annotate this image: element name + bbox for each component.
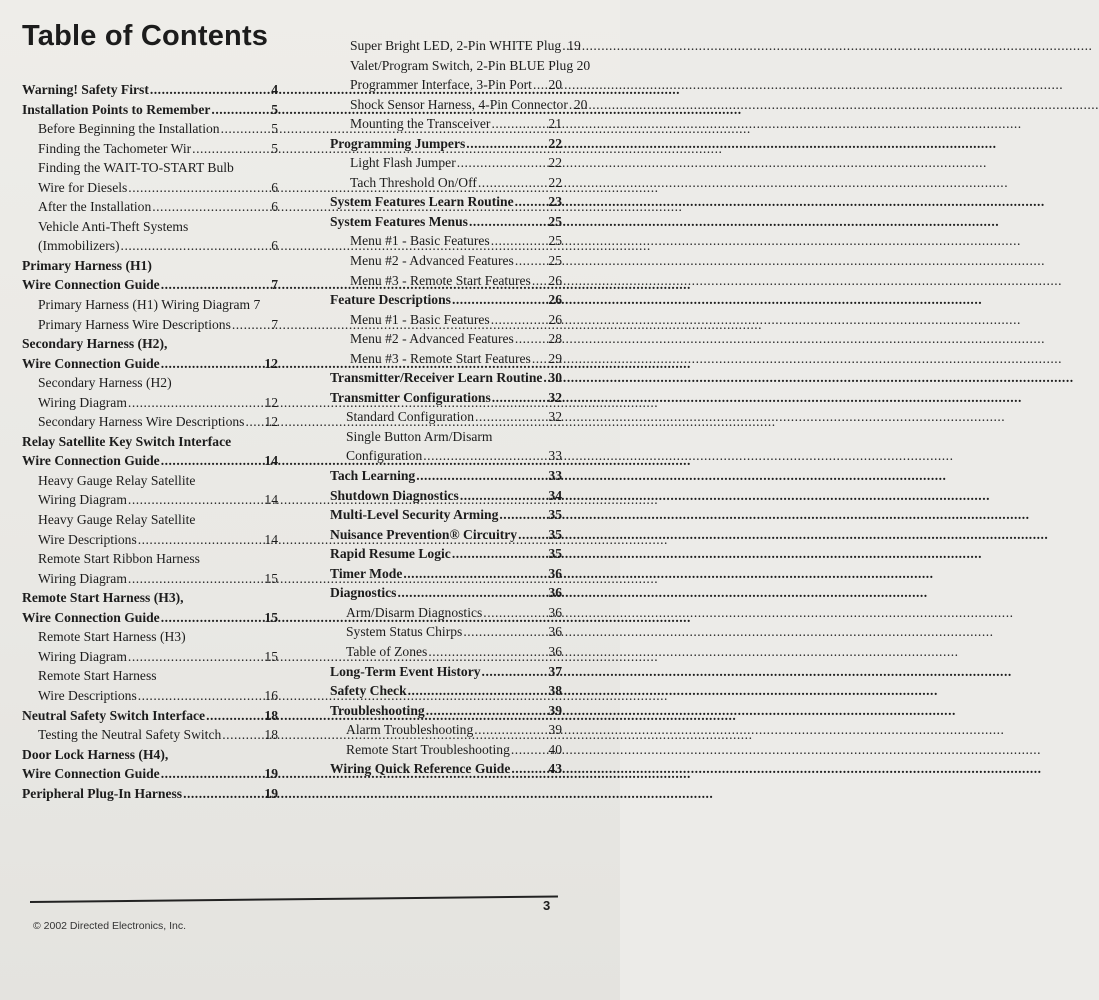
toc-right-column xyxy=(330,36,591,779)
toc-entry xyxy=(330,310,562,330)
toc-entry-title: Secondary Harness (H2) xyxy=(38,375,172,391)
toc-page-number: 12 xyxy=(264,355,278,371)
dot-leader xyxy=(121,236,271,256)
toc-entry xyxy=(330,368,562,388)
dot-leader xyxy=(469,212,547,232)
toc-page-number: 12 xyxy=(264,394,278,410)
dot-leader xyxy=(515,251,548,271)
toc-entry-title: Valet/Program Switch, 2-Pin BLUE Plug xyxy=(350,57,574,73)
dot-leader xyxy=(221,119,271,139)
dot-leader xyxy=(492,388,548,408)
toc-page-number: 25 xyxy=(548,253,562,269)
dot-leader xyxy=(518,525,547,545)
toc-entry-title: Menu #1 - Basic Features xyxy=(350,233,490,249)
toc-page-number: 38 xyxy=(548,683,562,699)
toc-page-number: 40 xyxy=(548,741,562,757)
toc-page-number: 26 xyxy=(548,311,562,327)
toc-entry-title: Menu #2 - Advanced Features xyxy=(350,253,514,269)
toc-page-number: 12 xyxy=(264,414,278,430)
toc-entry xyxy=(330,75,562,95)
dot-leader xyxy=(515,192,548,212)
toc-page-number: 5 xyxy=(271,140,278,156)
toc-page-number: 35 xyxy=(548,526,562,542)
dot-leader xyxy=(428,642,547,662)
toc-entry xyxy=(22,569,278,589)
toc-entry-title: Multi-Level Security Arming xyxy=(330,507,499,523)
toc-entry xyxy=(22,784,278,804)
toc-entry xyxy=(330,544,562,564)
toc-page-number: 7 xyxy=(253,297,261,313)
toc-entry xyxy=(22,373,278,393)
toc-entry-title: Secondary Harness Wire Descriptions xyxy=(38,414,245,430)
toc-entry-title: Wiring Diagram xyxy=(38,394,127,410)
toc-left-column xyxy=(22,80,278,803)
toc-entry xyxy=(330,192,562,212)
dot-leader xyxy=(183,784,263,804)
toc-entry xyxy=(22,647,278,667)
dot-leader xyxy=(161,275,270,295)
dot-leader xyxy=(138,686,264,706)
toc-entry-title: Menu #2 - Advanced Features xyxy=(350,331,514,347)
toc-page-number: 32 xyxy=(548,409,562,425)
toc-entry xyxy=(330,525,562,545)
toc-entry xyxy=(330,388,562,408)
toc-entry-title: Table of Zones xyxy=(346,643,428,659)
toc-entry-title: Heavy Gauge Relay Satellite xyxy=(38,472,196,488)
dot-leader xyxy=(128,393,263,413)
dot-leader xyxy=(150,80,270,100)
toc-entry-title: Remote Start Troubleshooting xyxy=(346,741,510,757)
toc-entry-title: Safety Check xyxy=(330,683,407,699)
toc-entry xyxy=(330,114,562,134)
dot-leader xyxy=(543,368,547,388)
toc-entry-title: Programmer Interface, 3-Pin Port xyxy=(350,77,532,93)
toc-entry xyxy=(330,173,562,193)
toc-page-number: 4 xyxy=(271,82,278,97)
dot-leader xyxy=(232,315,270,335)
toc-entry xyxy=(22,432,278,452)
toc-entry-title: Standard Configuration xyxy=(346,409,474,425)
dot-leader xyxy=(138,530,264,550)
footer-rule xyxy=(30,895,558,903)
toc-page-number: 15 xyxy=(264,609,278,625)
toc-entry-title: Wiring Diagram xyxy=(38,570,127,586)
toc-entry xyxy=(330,407,562,427)
toc-page-number: 14 xyxy=(264,531,278,547)
toc-entry xyxy=(22,275,278,295)
toc-entry xyxy=(330,622,562,642)
toc-entry xyxy=(330,349,562,369)
toc-page-number: 19 xyxy=(264,785,278,801)
toc-entry-title: Peripheral Plug-In Harness xyxy=(22,785,183,801)
toc-page-number: 35 xyxy=(548,507,562,523)
dot-leader xyxy=(426,701,548,721)
toc-entry-title: Testing the Neutral Safety Switch xyxy=(38,727,222,743)
dot-leader xyxy=(245,412,263,432)
toc-page-number: 19 xyxy=(264,766,278,782)
toc-entry-title: Transmitter Configurations xyxy=(330,389,491,405)
toc-page-number: 7 xyxy=(271,316,278,332)
toc-entry-title: Secondary Harness (H2), xyxy=(22,336,168,352)
toc-entry-title: System Features Menus xyxy=(330,213,468,229)
toc-entry xyxy=(22,451,278,471)
toc-entry xyxy=(330,134,562,154)
toc-entry xyxy=(330,603,562,623)
dot-leader xyxy=(192,139,270,159)
toc-entry-title: Wire Connection Guide xyxy=(22,609,160,625)
toc-page-number: 22 xyxy=(548,135,562,151)
dot-leader xyxy=(416,466,547,486)
toc-page-number: 6 xyxy=(271,238,278,254)
toc-entry xyxy=(22,471,278,491)
toc-entry-title: Troubleshooting xyxy=(330,702,425,718)
dot-leader xyxy=(460,486,548,506)
dot-leader xyxy=(483,603,547,623)
toc-entry xyxy=(22,354,278,374)
toc-entry xyxy=(22,490,278,510)
toc-entry xyxy=(330,466,562,486)
toc-entry-title: Configuration xyxy=(346,448,423,464)
toc-page-number: 34 xyxy=(548,487,562,503)
toc-entry xyxy=(22,334,278,354)
toc-page-number: 33 xyxy=(548,448,562,464)
dot-leader xyxy=(161,451,264,471)
toc-entry-title: Menu #3 - Remote Start Features xyxy=(350,272,531,288)
toc-entry xyxy=(22,217,278,237)
toc-entry-title: System Status Chirps xyxy=(346,624,463,640)
toc-page-number: 30 xyxy=(548,370,563,386)
toc-entry xyxy=(330,681,562,701)
dot-leader xyxy=(532,271,548,291)
toc-entry-title: Wire Connection Guide xyxy=(22,766,160,782)
toc-entry-title: Timer Mode xyxy=(330,565,403,581)
toc-entry-title: Before Beginning the Installation xyxy=(38,121,220,137)
toc-entry xyxy=(330,36,581,56)
toc-entry-title: Menu #1 - Basic Features xyxy=(350,311,490,327)
toc-entry xyxy=(22,119,278,139)
toc-entry-title: Light Flash Jumper xyxy=(350,155,456,171)
toc-entry-title: Door Lock Harness (H4), xyxy=(22,746,169,762)
dot-leader xyxy=(408,681,548,701)
toc-entry-title: Warning! Safety First xyxy=(22,82,149,97)
toc-page-number: 22 xyxy=(548,155,562,171)
dot-leader xyxy=(499,505,547,525)
toc-page-number: 25 xyxy=(548,233,562,249)
toc-entry-title: Neutral Safety Switch Interface xyxy=(22,707,206,723)
toc-entry-title: Tach Learning xyxy=(330,468,416,484)
toc-entry-title: Primary Harness (H1) xyxy=(22,257,152,273)
toc-page-number: 6 xyxy=(271,179,278,195)
dot-leader xyxy=(128,490,263,510)
toc-page-number: 36 xyxy=(548,604,562,620)
toc-page-number: 35 xyxy=(548,546,562,562)
dot-leader xyxy=(562,36,566,56)
toc-page-number: 36 xyxy=(548,585,562,601)
toc-page-number: 39 xyxy=(548,702,562,718)
dot-leader xyxy=(161,764,264,784)
dot-leader xyxy=(478,173,548,193)
dot-leader xyxy=(222,725,263,745)
toc-entry xyxy=(22,588,278,608)
toc-page-number: 5 xyxy=(271,101,278,117)
toc-entry-title: Arm/Disarm Diagnostics xyxy=(346,604,483,620)
toc-entry-title: Programming Jumpers xyxy=(330,135,466,151)
toc-page-number: 26 xyxy=(548,292,562,308)
toc-entry xyxy=(22,666,278,686)
toc-entry xyxy=(22,236,278,256)
page-title: Table of Contents xyxy=(22,20,269,52)
toc-entry xyxy=(330,662,562,682)
toc-page-number: 18 xyxy=(264,727,278,743)
toc-entry-title: Primary Harness (H1) Wiring Diagram xyxy=(38,297,251,313)
toc-entry xyxy=(330,740,562,760)
toc-entry-title: Relay Satellite Key Switch Interface xyxy=(22,433,232,449)
toc-entry-title: Menu #3 - Remote Start Features xyxy=(350,350,531,366)
toc-page-number: 36 xyxy=(548,624,562,640)
toc-entry-title: Remote Start Harness (H3), xyxy=(22,590,184,606)
toc-page-number: 29 xyxy=(548,350,562,366)
toc-entry-title: Finding the WAIT-TO-START Bulb xyxy=(38,160,234,176)
toc-entry xyxy=(330,486,562,506)
toc-page-number: 43 xyxy=(548,761,562,777)
toc-page-number: 32 xyxy=(548,389,562,405)
toc-page-number: 19 xyxy=(567,38,581,53)
toc-page-number: 15 xyxy=(264,570,278,586)
dot-leader xyxy=(475,407,547,427)
toc-entry-title: Primary Harness Wire Descriptions xyxy=(38,316,231,332)
page-number: 3 xyxy=(543,898,551,913)
toc-entry-title: Heavy Gauge Relay Satellite xyxy=(38,512,196,528)
dot-leader xyxy=(152,197,270,217)
toc-entry-title: Remote Start Ribbon Harness xyxy=(38,551,200,567)
toc-page-number: 20 xyxy=(576,57,591,73)
toc-entry-title: Shutdown Diagnostics xyxy=(330,487,459,503)
toc-entry xyxy=(330,212,562,232)
toc-entry-title: Rapid Resume Logic xyxy=(330,546,451,562)
toc-entry-title: Wire for Diesels xyxy=(38,179,128,195)
toc-entry xyxy=(22,764,278,784)
dot-leader xyxy=(403,564,547,584)
toc-entry-title: Diagnostics xyxy=(330,585,397,601)
toc-entry xyxy=(22,178,278,198)
toc-entry xyxy=(22,158,278,178)
toc-entry xyxy=(330,329,562,349)
toc-entry xyxy=(330,446,562,466)
toc-entry-title: Feature Descriptions xyxy=(330,292,451,308)
toc-entry xyxy=(330,564,562,584)
toc-entry-title: Alarm Troubleshooting xyxy=(346,722,474,738)
toc-entry xyxy=(22,197,278,217)
toc-entry xyxy=(330,95,588,115)
toc-entry-title: Wire Connection Guide xyxy=(22,277,160,293)
toc-page-number: 20 xyxy=(548,77,562,93)
toc-page-number: 16 xyxy=(264,687,278,703)
toc-page-number: 14 xyxy=(264,492,278,508)
dot-leader xyxy=(128,569,263,589)
toc-entry xyxy=(22,393,278,413)
toc-entry-title: Wiring Diagram xyxy=(38,492,127,508)
toc-entry-title: Tach Threshold On/Off xyxy=(350,174,477,190)
dot-leader xyxy=(491,114,547,134)
dot-leader xyxy=(128,647,263,667)
toc-entry-title: Finding the Tachometer Wir xyxy=(38,140,192,156)
toc-entry-title: Wiring Diagram xyxy=(38,648,127,664)
dot-leader xyxy=(211,100,270,120)
toc-entry-title: Single Button Arm/Disarm xyxy=(346,428,493,444)
dot-leader xyxy=(491,231,548,251)
dot-leader xyxy=(452,290,547,310)
toc-entry-title: Shock Sensor Harness, 4-Pin Connector xyxy=(350,96,568,112)
toc-entry-title: Transmitter/Receiver Learn Routine xyxy=(330,370,543,386)
toc-entry xyxy=(330,701,562,721)
toc-entry xyxy=(22,608,278,628)
toc-page-number: 25 xyxy=(548,213,562,229)
dot-leader xyxy=(533,75,547,95)
dot-leader xyxy=(491,310,548,330)
toc-entry xyxy=(330,56,591,76)
toc-entry xyxy=(330,251,562,271)
toc-entry xyxy=(22,412,278,432)
toc-page-number: 23 xyxy=(548,194,562,210)
dot-leader xyxy=(511,740,548,760)
toc-page-number: 33 xyxy=(548,468,562,484)
toc-page-number: 26 xyxy=(548,272,562,288)
dot-leader xyxy=(161,354,264,374)
toc-page-number: 22 xyxy=(548,174,562,190)
toc-entry-title: Remote Start Harness (H3) xyxy=(38,629,186,645)
dot-leader xyxy=(482,662,548,682)
toc-entry xyxy=(330,231,562,251)
dot-leader xyxy=(161,608,264,628)
dot-leader xyxy=(515,329,548,349)
toc-entry-title: Wire Connection Guide xyxy=(22,453,160,469)
toc-entry xyxy=(22,100,278,120)
toc-page-number: 28 xyxy=(548,331,562,347)
toc-entry-title: Vehicle Anti-Theft Systems xyxy=(38,218,189,234)
toc-entry xyxy=(330,583,562,603)
toc-entry xyxy=(330,271,562,291)
toc-page-number: 15 xyxy=(264,648,278,664)
toc-entry-title: Wire Descriptions xyxy=(38,687,137,703)
toc-entry xyxy=(22,745,278,765)
toc-entry-title: Nuisance Prevention® Circuitry xyxy=(330,526,518,542)
toc-entry-title: Mounting the Transceiver xyxy=(350,116,491,132)
toc-entry-title: Wire Descriptions xyxy=(38,531,137,547)
toc-entry xyxy=(330,290,562,310)
toc-entry xyxy=(22,80,278,100)
toc-page-number: 39 xyxy=(548,722,562,738)
toc-entry xyxy=(22,315,278,335)
toc-page-number: 37 xyxy=(548,663,562,679)
toc-page-number: 18 xyxy=(264,707,278,723)
toc-entry xyxy=(22,627,278,647)
dot-leader xyxy=(452,544,548,564)
toc-page-number: 7 xyxy=(271,277,278,293)
dot-leader xyxy=(474,720,547,740)
toc-entry xyxy=(22,706,278,726)
toc-entry xyxy=(22,510,278,530)
toc-entry xyxy=(22,256,278,276)
toc-entry xyxy=(22,530,278,550)
dot-leader xyxy=(128,178,270,198)
dot-leader xyxy=(466,134,547,154)
toc-page-number: 36 xyxy=(548,643,562,659)
toc-page-number: 36 xyxy=(548,565,562,581)
dot-leader xyxy=(569,95,573,115)
dot-leader xyxy=(457,153,548,173)
dot-leader xyxy=(423,446,547,466)
toc-entry-title: Super Bright LED, 2-Pin WHITE Plug xyxy=(350,38,562,53)
dot-leader xyxy=(511,759,547,779)
toc-page-number: 6 xyxy=(271,199,278,215)
toc-entry-title: Remote Start Harness xyxy=(38,668,157,684)
toc-entry-title: After the Installation xyxy=(38,199,152,215)
toc-page-number: 14 xyxy=(264,453,278,469)
dot-leader xyxy=(463,622,547,642)
toc-entry xyxy=(330,505,562,525)
toc-entry xyxy=(330,642,562,662)
toc-entry-title: Long-Term Event History xyxy=(330,663,481,679)
toc-entry xyxy=(330,759,562,779)
toc-entry xyxy=(330,153,562,173)
toc-page-number: 5 xyxy=(271,121,278,137)
toc-page-number: 20 xyxy=(573,96,588,112)
copyright-notice: © 2002 Directed Electronics, Inc. xyxy=(33,920,187,932)
toc-entry xyxy=(330,720,562,740)
toc-page-number: 21 xyxy=(548,116,562,132)
toc-entry xyxy=(330,427,562,447)
dot-leader xyxy=(532,349,548,369)
toc-entry xyxy=(22,139,278,159)
toc-entry-title: (Immobilizers) xyxy=(38,238,120,254)
toc-entry-title: Installation Points to Remember xyxy=(22,101,211,117)
toc-entry-title: Wire Connection Guide xyxy=(22,355,160,371)
toc-entry-title: Wiring Quick Reference Guide xyxy=(330,761,511,777)
dot-leader xyxy=(206,706,263,726)
toc-entry xyxy=(22,686,278,706)
dot-leader xyxy=(397,583,547,603)
toc-entry xyxy=(22,549,278,569)
toc-entry-title: System Features Learn Routine xyxy=(330,194,514,210)
toc-entry xyxy=(22,295,278,315)
toc-entry xyxy=(22,725,278,745)
